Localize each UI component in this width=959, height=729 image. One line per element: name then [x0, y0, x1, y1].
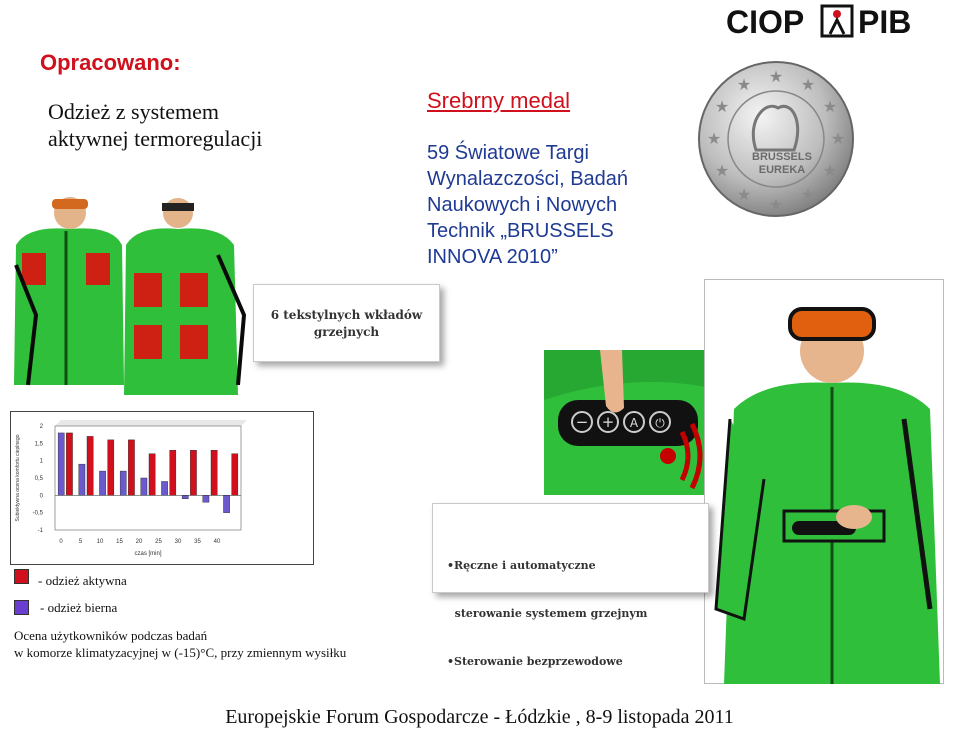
heating-insert-back-3 [134, 325, 162, 359]
award-line-5: INNOVA 2010” [427, 246, 558, 268]
bar-passive [182, 495, 188, 498]
subtitle-line-2: aktywnej termoregulacji [48, 126, 263, 151]
bar-active [170, 450, 176, 495]
chart-x-tick: 40 [213, 539, 221, 545]
device-auto-button: A [629, 416, 639, 430]
bar-active [108, 440, 114, 495]
medal-text-bottom: EUREKA [758, 164, 806, 176]
bar-passive [58, 433, 64, 495]
jacket-photos-front-back [8, 195, 246, 395]
award-line-4: Technik „BRUSSELS [427, 220, 614, 242]
chart-x-tick: 5 [78, 539, 83, 545]
bar-passive [99, 471, 105, 495]
control-panel-photo [544, 350, 721, 495]
bar-passive [161, 481, 167, 495]
product-subtitle [48, 98, 348, 152]
svg-text:★: ★ [822, 97, 838, 116]
chart-x-tick: 10 [96, 539, 104, 545]
chart-y-tick: -0,5 [32, 510, 43, 517]
svg-text:★: ★ [800, 185, 816, 204]
svg-text:★: ★ [736, 75, 752, 94]
hand-icon [836, 505, 872, 529]
svg-text:★: ★ [768, 67, 784, 86]
svg-text:★: ★ [822, 161, 838, 180]
svg-text:★: ★ [736, 185, 752, 204]
comfort-chart-panel [10, 411, 314, 565]
logo-right-text: PIB [858, 4, 912, 38]
chart-y-tick: 0 [39, 493, 43, 500]
control-callout [432, 503, 709, 668]
chart-x-tick: 25 [155, 539, 162, 545]
heating-insert-back-4 [180, 325, 208, 359]
chart-x-tick: 15 [116, 539, 123, 545]
chart-y-tick: 2 [39, 424, 43, 430]
control-callout-line-3: •Sterowanie bezprzewodowe [447, 655, 623, 668]
bar-active [232, 454, 238, 496]
heating-insert-front-left [22, 253, 46, 285]
chart-x-tick: 0 [59, 539, 63, 545]
bar-passive [203, 495, 209, 502]
svg-text:★: ★ [714, 97, 730, 116]
svg-text:★: ★ [830, 129, 846, 148]
svg-text:★: ★ [800, 75, 816, 94]
user-wearing-jacket-photo [704, 279, 944, 684]
award-title: Srebrny medal [427, 88, 571, 113]
inserts-callout-line-2: grzejnych [313, 325, 380, 339]
control-callout-line-2: sterowanie systemem grzejnym [447, 607, 648, 620]
ciop-pib-logo [726, 4, 956, 38]
medal-text-top: BRUSSELS [752, 151, 812, 163]
device-plus-button: + [601, 413, 615, 431]
logo-left-text: CIOP [726, 4, 805, 38]
opracowano-label: Opracowano: [40, 50, 181, 75]
legend-passive-swatch [14, 600, 29, 615]
svg-text:★: ★ [706, 129, 722, 148]
legend-active-label: - odzież aktywna [38, 573, 127, 588]
control-callout-line-1: •Ręczne i automatyczne [447, 559, 596, 572]
device-power-button: ⏻ [655, 416, 665, 430]
device-minus-button: − [575, 413, 589, 431]
bar-active [211, 450, 217, 495]
svg-text:★: ★ [768, 195, 784, 214]
award-line-1: 59 Światowe Targi [427, 142, 589, 164]
bar-active [190, 450, 196, 495]
chart-y-axis-label: Subiektywna ocena komfortu cieplnego [15, 434, 21, 522]
footer-event-text: Europejskie Forum Gospodarcze - Łódzkie , 8-9 listopada 2011 [225, 706, 734, 728]
svg-text:★: ★ [714, 161, 730, 180]
bar-active [128, 440, 134, 495]
chart-x-tick: 30 [174, 539, 182, 545]
chart-x-axis-label: czas [min] [134, 551, 162, 557]
chart-y-tick: 0,5 [34, 476, 43, 482]
heating-insert-back-2 [180, 273, 208, 307]
bar-active [87, 436, 93, 495]
comfort-bar-chart [11, 412, 313, 564]
heating-insert-back-1 [134, 273, 162, 307]
bar-passive [223, 495, 229, 512]
logo-emblem-figure-icon [830, 20, 844, 34]
inserts-callout [253, 284, 440, 362]
caption-line-2: w komorze klimatyzacyjnej w (-15)°C, przy zmiennym wysiłku [14, 645, 347, 660]
award-line-2: Wynalazczości, Badań [427, 168, 629, 190]
award-line-3: Naukowych i Nowych [427, 194, 618, 216]
bar-passive [141, 478, 147, 495]
chart-y-tick: 1,5 [34, 441, 43, 448]
chart-y-tick: -1 [37, 528, 43, 534]
chart-x-tick: 35 [194, 539, 201, 545]
chart-y-tick: 1 [39, 458, 43, 465]
award-description [427, 140, 687, 270]
legend-passive-label: - odzież bierna [40, 600, 118, 615]
bar-passive [79, 464, 85, 495]
bar-passive [120, 471, 126, 495]
heating-insert-front-right [86, 253, 110, 285]
legend-active-swatch [14, 569, 29, 584]
ski-goggles-icon [790, 309, 874, 339]
caption-line-1: Ocena użytkowników podczas badań [14, 628, 208, 643]
chart-caption [14, 627, 346, 661]
silver-medal-image [696, 60, 856, 218]
chart-x-tick: 20 [135, 539, 143, 545]
bar-active [149, 454, 155, 496]
subtitle-line-1: Odzież z systemem [48, 99, 220, 124]
bar-active [66, 433, 72, 495]
inserts-callout-line-1: 6 tekstylnych wkładów [270, 308, 423, 322]
